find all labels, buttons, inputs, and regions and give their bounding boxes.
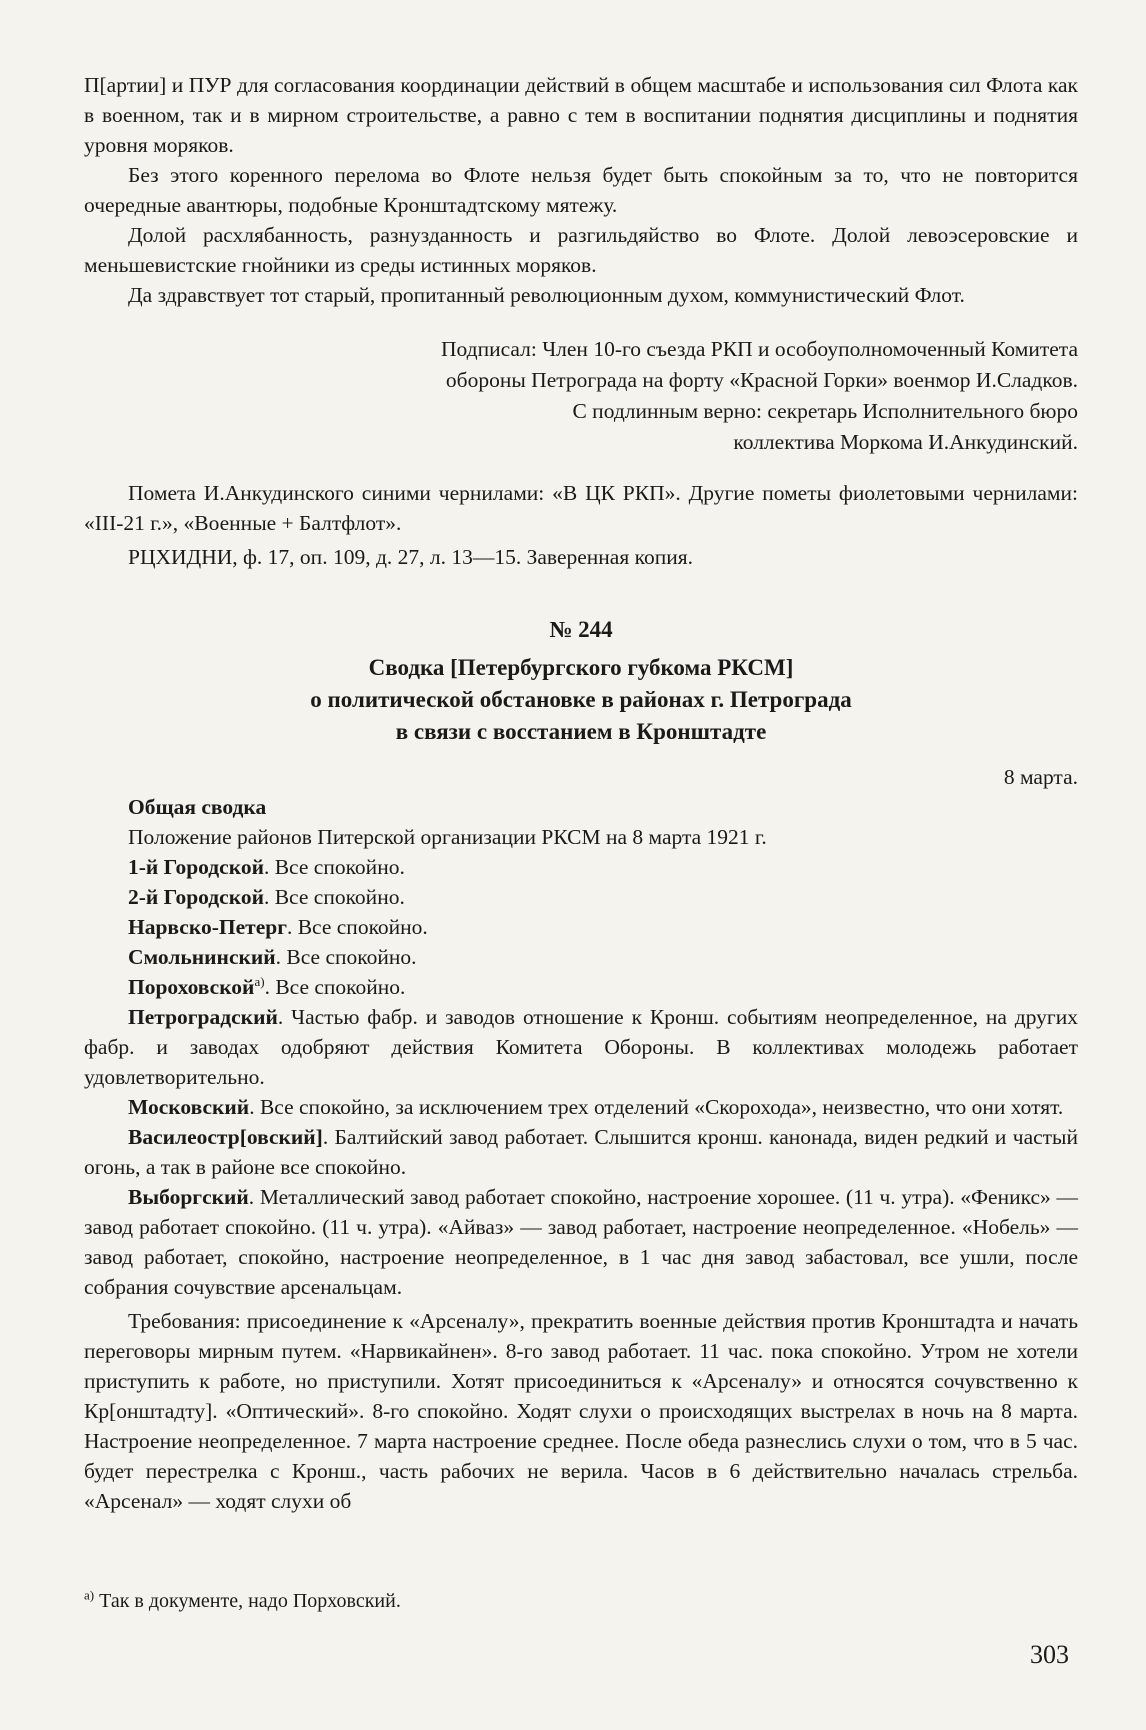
district-report xyxy=(84,1002,1078,1092)
district-name: Московский xyxy=(128,1095,250,1119)
district-report xyxy=(84,1122,1078,1182)
ink-mark-note: Пометa И.Анкудинского синими чернилами: «В ЦК РКП». Другие пометы фиолетовыми чернилами: «III-21 г.», «Военные + Балтфлот». xyxy=(84,481,1078,535)
summary-heading: Общая сводка xyxy=(128,795,267,819)
district-name: Смольнинский xyxy=(128,945,276,969)
district-name: Пороховской xyxy=(128,975,255,999)
district-line xyxy=(128,852,1078,882)
document-number: № 244 xyxy=(549,617,613,642)
district-status: . Все спокойно. xyxy=(275,945,417,969)
district-report-text: . Частью фабр. и заводов отношение к Кронш. событиям неопределенное, на других фабр. и заводах одобряют действия Комитета Обороны. В коллективах молодежь работает удовлетворительно. xyxy=(84,1005,1078,1089)
document-date: 8 марта. xyxy=(1003,765,1078,789)
footnote-mark: а) xyxy=(84,1587,95,1603)
signature-block xyxy=(84,334,1078,458)
district-line xyxy=(128,912,1078,942)
footnote-marker: а) xyxy=(254,973,265,989)
district-name: Выборгский xyxy=(128,1185,249,1209)
demands-paragraph: Требования: присоединение к «Арсеналу», прекратить военные действия против Кронштадта и начать переговоры мирным путем. «Нарвикайнен». 8-го завод работает. 11 час. пока спокойно. Утром не хотели приступить к работе, но приступили. Хотят присоединиться к «Арсеналу» и относятся сочувственно к Кр[онштадту]. «Оптический». 8-го спокойно. Ходят слухи о происходящих выстрелах в ночь на 8 марта. Настроение неопределенное. 7 марта настроение среднее. После обеда разнеслись слухи о том, что в 5 час. будет перестрелка с Кронш., часть рабочих не верила. Часов в 6 действительно началась стрельба. «Арсенал» — ходят слухи об xyxy=(84,1309,1078,1513)
district-report xyxy=(84,1092,1078,1122)
district-name: Нарвско-Петерг xyxy=(128,915,287,939)
intro-paragraph-2: Без этого коренного перелома во Флоте нельзя будет быть спокойным за то, что не повторится очередные авантюры, подобные Кронштадтскому мятежу. xyxy=(84,163,1078,217)
district-line xyxy=(128,882,1078,912)
district-report xyxy=(84,1182,1078,1302)
summary-block xyxy=(84,792,1078,1002)
signature-line: коллектива Моркома И.Анкудинский. xyxy=(733,430,1078,454)
district-name: 1-й Городской xyxy=(128,855,264,879)
district-line xyxy=(128,972,1078,1002)
summary-intro: Положение районов Питерской организации РКСМ на 8 марта 1921 г. xyxy=(128,825,767,849)
signature-line: Подписал: Член 10-го съезда РКП и особоуполномоченный Комитета xyxy=(440,337,1078,361)
document-title-line: Сводка [Петербургского губкома РКСМ] xyxy=(368,655,794,680)
document-title-line: о политической обстановке в районах г. Петрограда xyxy=(310,687,852,712)
district-report-text: . Металлический завод работает спокойно, настроение хорошее. (11 ч. утра). «Феникс» — завод работает спокойно. (11 ч. утра). «Айваз» — завод работает, настроение неопределенное. «Нобель» — завод работает, спокойно, настроение неопределенное, в 1 час дня завод забастовал, все ушли, после собрания сочувствие арсенальцам. xyxy=(84,1185,1078,1299)
page-number: 303 xyxy=(1030,1640,1069,1669)
district-status: . Все спокойно. xyxy=(263,855,405,879)
district-report-text: . Балтийский завод работает. Слышится кронш. канонада, виден редкий и частый огонь, а так в районе все спокойно. xyxy=(84,1125,1078,1179)
district-name: Василеостр[овский] xyxy=(128,1125,323,1149)
district-status: . Все спокойно. xyxy=(263,885,405,909)
document-title-line: в связи с восстанием в Кронштадте xyxy=(395,719,767,744)
intro-paragraph-3: Долой расхлябанность, разнузданность и разгильдяйство во Флоте. Долой левоэсеровские и меньшевистские гнойники из среды истинных моряков. xyxy=(84,223,1078,277)
document-heading xyxy=(84,614,1078,748)
district-status: . Все спокойно. xyxy=(264,975,406,999)
intro-paragraph-4: Да здравствует тот старый, пропитанный революционным духом, коммунистический Флот. xyxy=(128,283,965,307)
signature-line: обороны Петрограда на форту «Красной Горки» военмор И.Сладков. xyxy=(445,368,1078,392)
district-status: . Все спокойно. xyxy=(286,915,428,939)
district-report-text: . Все спокойно, за исключением трех отделений «Скорохода», неизвестно, что они хотят. xyxy=(249,1095,1064,1119)
district-name: Петроградский xyxy=(128,1005,278,1029)
intro-paragraph-1: П[артии] и ПУР для согласования координации действий в общем масштабе и использования сил Флота как в военном, так и в мирном строительстве, а равно с тем в воспитании поднятия дисциплины и поднятия уровня моряков. xyxy=(84,73,1078,157)
district-line xyxy=(128,942,1078,972)
signature-line: С подлинным верно: секретарь Исполнительного бюро xyxy=(572,399,1078,423)
footnote xyxy=(84,1588,401,1614)
page-body xyxy=(84,70,1078,1516)
district-name: 2-й Городской xyxy=(128,885,264,909)
archive-reference: РЦХИДНИ, ф. 17, оп. 109, д. 27, л. 13—15. Заверенная копия. xyxy=(128,545,693,569)
footnote-text: Так в документе, надо Порховский. xyxy=(99,1590,401,1612)
notes-block xyxy=(84,478,1078,572)
